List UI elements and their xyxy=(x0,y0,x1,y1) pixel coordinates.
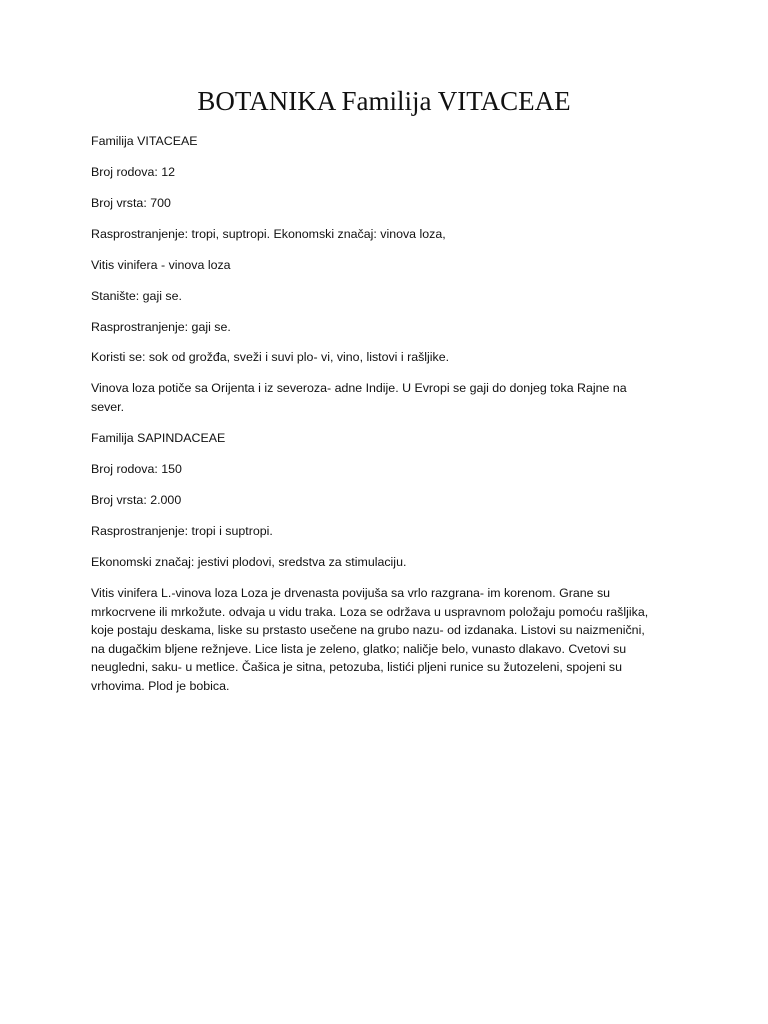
distribution-sapindaceae: Rasprostranjenje: tropi i suptropi. xyxy=(91,524,273,538)
description-line: mrkocrvene ili mrkožute. odvaja u vidu traka. Loza se održava u uspravnom položaju pomoću rašljika, xyxy=(91,604,649,619)
origin-line: sever. xyxy=(91,399,125,414)
genus-count-sapindaceae: Broj rodova: 150 xyxy=(91,462,182,476)
habitat-text: Stanište: gaji se. xyxy=(91,289,182,303)
description-line: vrhovima. Plod je bobica. xyxy=(91,678,230,693)
uses-text: Koristi se: sok od grožđa, sveži i suvi plo- vi, vino, listovi i rašljike. xyxy=(91,350,450,364)
vitis-vinifera-name: Vitis vinifera - vinova loza xyxy=(91,258,231,272)
description-line: Vitis vinifera L.-vinova loza Loza je drvenasta povijuša sa vrlo razgrana- im korenom. Grane su xyxy=(91,586,611,600)
distribution-vitaceae: Rasprostranjenje: tropi, suptropi. Ekonomski značaj: vinova loza, xyxy=(91,227,446,241)
origin-paragraph xyxy=(91,379,681,416)
family-vitaceae-heading: Familija VITACEAE xyxy=(91,134,198,148)
page-title: BOTANIKA Familija VITACEAE xyxy=(197,86,571,116)
economic-importance-sapindaceae: Ekonomski značaj: jestivi plodovi, sredstva za stimulaciju. xyxy=(91,555,407,569)
description-line: neugledni, saku- u metlice. Čašica je sitna, petozuba, listići pljeni runice su žutozeleni, spojeni su xyxy=(91,660,623,675)
family-sapindaceae-heading: Familija SAPINDACEAE xyxy=(91,431,226,445)
species-count-sapindaceae: Broj vrsta: 2.000 xyxy=(91,493,182,507)
species-count-vitaceae: Broj vrsta: 700 xyxy=(91,196,171,210)
origin-line: Vinova loza potiče sa Orijenta i iz severoza- adne Indije. U Evropi se gaji do donjeg toka Rajne na xyxy=(91,381,627,395)
vitis-description-paragraph xyxy=(91,584,681,696)
description-line: koje postaju deskama, liske su prstasto usečene na grubo nazu- od izdanaka. Listovi su naizmenični, xyxy=(91,623,645,638)
distribution-cultivated: Rasprostranjenje: gaji se. xyxy=(91,320,231,334)
genus-count-vitaceae: Broj rodova: 12 xyxy=(91,165,176,179)
description-line: na dugačkim bljene režnjeve. Lice lista je zeleno, glatko; naličje belo, vunasto dlakavo. Cvetovi su xyxy=(91,641,627,656)
